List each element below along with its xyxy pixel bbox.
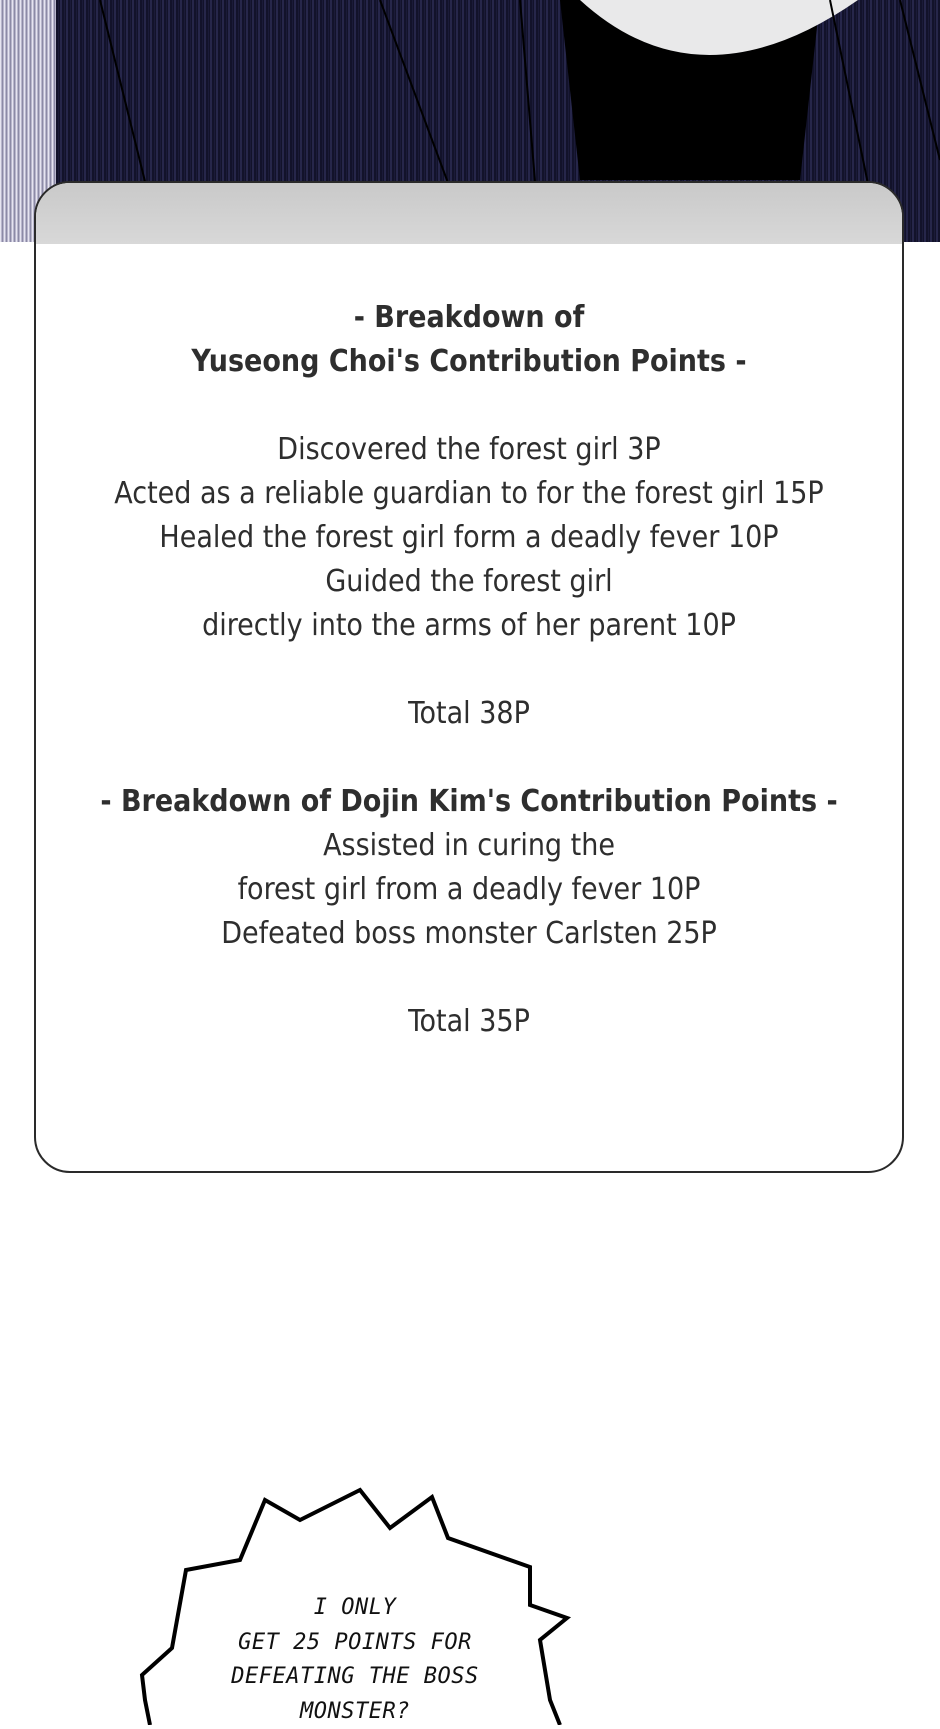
dojin-item: Assisted in curing the <box>36 824 902 868</box>
bubble-line: MONSTER? <box>200 1695 510 1729</box>
dojin-item: Defeated boss monster Carlsten 25P <box>36 912 902 956</box>
yuseong-item: Healed the forest girl form a deadly fever 10P <box>36 516 902 560</box>
yuseong-item: Acted as a reliable guardian to for the forest girl 15P <box>36 472 902 516</box>
yuseong-heading-line-1: - Breakdown of <box>36 296 902 340</box>
panel-text-block <box>36 296 902 1044</box>
bubble-line: GET 25 POINTS FOR <box>200 1626 510 1661</box>
panel-header-strip <box>36 183 902 244</box>
yuseong-item: Discovered the forest girl 3P <box>36 428 902 472</box>
bubble-line: DEFEATING THE BOSS <box>200 1660 510 1695</box>
dojin-item: forest girl from a deadly fever 10P <box>36 868 902 912</box>
yuseong-item: directly into the arms of her parent 10P <box>36 604 902 648</box>
bubble-line: I ONLY <box>200 1591 510 1626</box>
dojin-total: Total 35P <box>36 1000 902 1044</box>
contribution-points-panel <box>34 181 904 1173</box>
yuseong-heading-line-2: Yuseong Choi's Contribution Points - <box>36 340 902 384</box>
dojin-heading: - Breakdown of Dojin Kim's Contribution Points - <box>36 780 902 824</box>
yuseong-total: Total 38P <box>36 692 902 736</box>
yuseong-item: Guided the forest girl <box>36 560 902 604</box>
speech-bubble-text <box>200 1591 510 1729</box>
